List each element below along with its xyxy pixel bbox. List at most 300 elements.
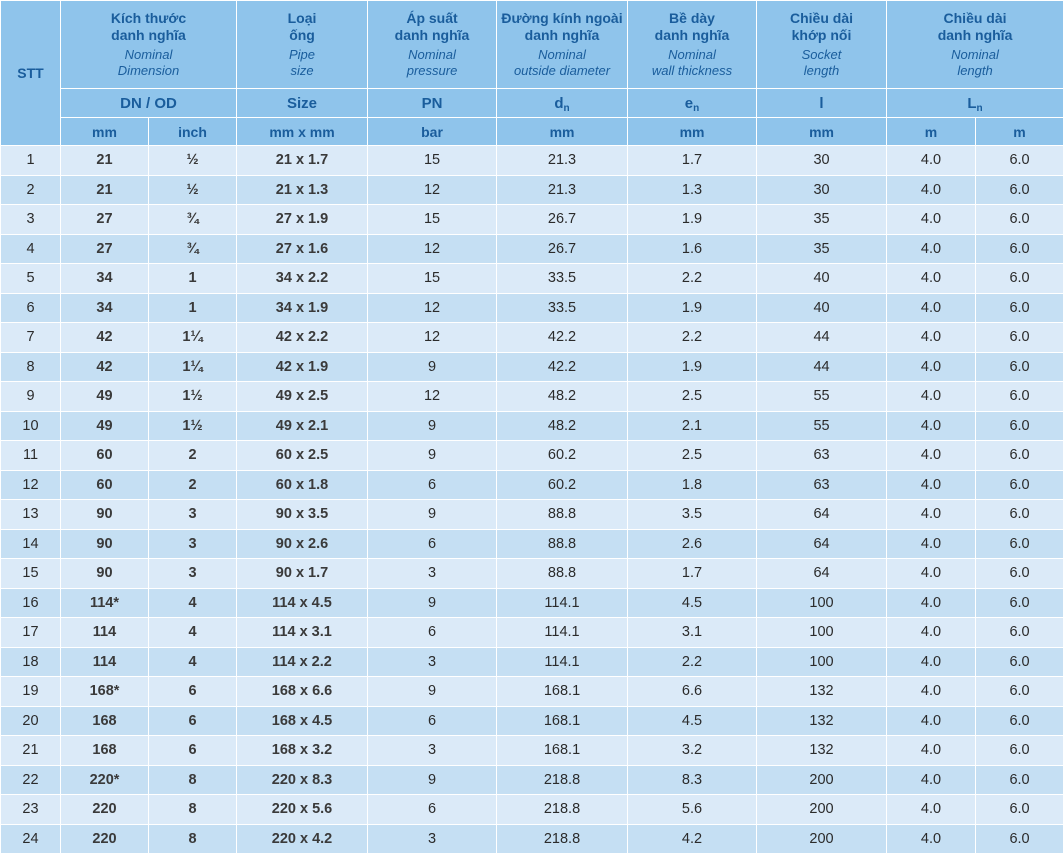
wall-thickness-cell: 4.5: [628, 588, 757, 618]
pn-cell: 12: [368, 323, 497, 353]
inch-cell: 6: [149, 706, 237, 736]
length-4m-cell: 4.0: [887, 529, 976, 559]
stt-header: STT: [1, 1, 61, 146]
dn-od-cell: 21: [61, 146, 149, 176]
socket-length-cell: 40: [757, 264, 887, 294]
header-en-line1: Nominal: [538, 47, 586, 62]
symbol-L-subscript: n: [976, 102, 983, 114]
nominal-length-header: [887, 1, 1063, 89]
stt-cell: 19: [1, 677, 61, 707]
pn-cell: 9: [368, 441, 497, 471]
inch-cell: ½: [149, 175, 237, 205]
length-6m-cell: 6.0: [976, 470, 1063, 500]
dn-od-cell: 90: [61, 529, 149, 559]
stt-cell: 11: [1, 441, 61, 471]
pn-cell: 9: [368, 588, 497, 618]
outside-diameter-header: [497, 1, 628, 89]
table-row: [1, 529, 1063, 559]
outside-diameter-cell: 168.1: [497, 677, 628, 707]
header-en-line1: Nominal: [124, 47, 173, 62]
symbol-en: [628, 89, 757, 118]
unit-cell: mm: [757, 118, 887, 146]
symbol-L: L: [967, 94, 977, 112]
size-cell: 27 x 1.6: [237, 234, 368, 264]
inch-cell: ¾: [149, 234, 237, 264]
length-4m-cell: 4.0: [887, 382, 976, 412]
length-6m-cell: 6.0: [976, 795, 1063, 825]
socket-length-cell: 40: [757, 293, 887, 323]
table-row: [1, 677, 1063, 707]
unit-cell: m: [976, 118, 1063, 146]
stt-cell: 13: [1, 500, 61, 530]
outside-diameter-cell: 26.7: [497, 205, 628, 235]
socket-length-cell: 64: [757, 559, 887, 589]
wall-thickness-cell: 4.2: [628, 824, 757, 854]
socket-length-cell: 132: [757, 736, 887, 766]
length-4m-cell: 4.0: [887, 205, 976, 235]
dn-od-cell: 90: [61, 500, 149, 530]
dn-od-cell: 34: [61, 264, 149, 294]
header-vn-line1: Kích thước: [110, 10, 187, 26]
stt-cell: 9: [1, 382, 61, 412]
outside-diameter-cell: 48.2: [497, 411, 628, 441]
socket-length-cell: 132: [757, 706, 887, 736]
dn-od-cell: 168: [61, 706, 149, 736]
unit-cell: mm: [497, 118, 628, 146]
stt-cell: 4: [1, 234, 61, 264]
stt-cell: 15: [1, 559, 61, 589]
stt-cell: 8: [1, 352, 61, 382]
inch-cell: 1½: [149, 411, 237, 441]
length-4m-cell: 4.0: [887, 677, 976, 707]
dn-od-cell: 49: [61, 411, 149, 441]
outside-diameter-cell: 88.8: [497, 529, 628, 559]
outside-diameter-cell: 42.2: [497, 323, 628, 353]
length-4m-cell: 4.0: [887, 795, 976, 825]
length-6m-cell: 6.0: [976, 588, 1063, 618]
symbol-dn-od: DN / OD: [61, 89, 237, 118]
size-cell: 220 x 8.3: [237, 765, 368, 795]
header-en-line2: length: [957, 63, 993, 78]
length-6m-cell: 6.0: [976, 264, 1063, 294]
table-row: [1, 795, 1063, 825]
header-en-line2: pressure: [406, 63, 458, 78]
socket-length-cell: 63: [757, 441, 887, 471]
stt-cell: 3: [1, 205, 61, 235]
dn-od-cell: 114: [61, 618, 149, 648]
size-cell: 90 x 1.7: [237, 559, 368, 589]
stt-cell: 21: [1, 736, 61, 766]
wall-thickness-cell: 5.6: [628, 795, 757, 825]
length-6m-cell: 6.0: [976, 352, 1063, 382]
outside-diameter-cell: 21.3: [497, 146, 628, 176]
table-header: [1, 1, 1063, 146]
inch-cell: 8: [149, 765, 237, 795]
pn-cell: 12: [368, 293, 497, 323]
length-6m-cell: 6.0: [976, 500, 1063, 530]
socket-length-cell: 200: [757, 765, 887, 795]
inch-cell: 1¼: [149, 323, 237, 353]
wall-thickness-cell: 2.5: [628, 382, 757, 412]
stt-cell: 14: [1, 529, 61, 559]
header-en-line1: Nominal: [951, 47, 999, 62]
dn-od-cell: 90: [61, 559, 149, 589]
length-4m-cell: 4.0: [887, 706, 976, 736]
pn-cell: 3: [368, 824, 497, 854]
stt-cell: 5: [1, 264, 61, 294]
dn-od-cell: 220*: [61, 765, 149, 795]
length-4m-cell: 4.0: [887, 175, 976, 205]
table-row: [1, 411, 1063, 441]
dn-od-cell: 114: [61, 647, 149, 677]
wall-thickness-cell: 1.7: [628, 559, 757, 589]
inch-cell: 8: [149, 824, 237, 854]
dn-od-cell: 49: [61, 382, 149, 412]
length-6m-cell: 6.0: [976, 677, 1063, 707]
header-vn-line2: khớp nối: [791, 27, 852, 43]
length-6m-cell: 6.0: [976, 441, 1063, 471]
header-vn-line1: Áp suất: [406, 10, 458, 26]
header-vn-line2: danh nghĩa: [937, 27, 1013, 43]
unit-cell: mm x mm: [237, 118, 368, 146]
socket-length-cell: 44: [757, 323, 887, 353]
stt-cell: 20: [1, 706, 61, 736]
size-cell: 49 x 2.1: [237, 411, 368, 441]
header-en-line2: wall thickness: [651, 63, 733, 78]
length-4m-cell: 4.0: [887, 500, 976, 530]
stt-cell: 12: [1, 470, 61, 500]
header-row-units: [1, 118, 1063, 146]
length-4m-cell: 4.0: [887, 352, 976, 382]
wall-thickness-cell: 3.1: [628, 618, 757, 648]
socket-length-cell: 200: [757, 795, 887, 825]
length-6m-cell: 6.0: [976, 323, 1063, 353]
wall-thickness-cell: 1.3: [628, 175, 757, 205]
header-row-labels: [1, 1, 1063, 89]
header-vn-line2: danh nghĩa: [111, 27, 186, 43]
pn-cell: 3: [368, 647, 497, 677]
outside-diameter-cell: 33.5: [497, 293, 628, 323]
table-row: [1, 765, 1063, 795]
pn-cell: 9: [368, 765, 497, 795]
pipe-size-header: [237, 1, 368, 89]
unit-cell: mm: [61, 118, 149, 146]
symbol-dn: [497, 89, 628, 118]
stt-cell: 18: [1, 647, 61, 677]
inch-cell: 8: [149, 795, 237, 825]
length-4m-cell: 4.0: [887, 588, 976, 618]
table-row: [1, 293, 1063, 323]
dn-od-cell: 27: [61, 234, 149, 264]
header-vn-line1: Bề dày: [669, 10, 715, 26]
inch-cell: 2: [149, 470, 237, 500]
size-cell: 42 x 1.9: [237, 352, 368, 382]
symbol-ln: [887, 89, 1063, 118]
outside-diameter-cell: 88.8: [497, 559, 628, 589]
length-4m-cell: 4.0: [887, 293, 976, 323]
size-cell: 168 x 4.5: [237, 706, 368, 736]
size-cell: 34 x 2.2: [237, 264, 368, 294]
outside-diameter-cell: 48.2: [497, 382, 628, 412]
pn-cell: 9: [368, 500, 497, 530]
pn-cell: 6: [368, 470, 497, 500]
pn-cell: 3: [368, 736, 497, 766]
header-vn-line2: ống: [289, 27, 315, 43]
socket-length-cell: 35: [757, 234, 887, 264]
inch-cell: 3: [149, 529, 237, 559]
size-cell: 34 x 1.9: [237, 293, 368, 323]
length-4m-cell: 4.0: [887, 470, 976, 500]
stt-cell: 1: [1, 146, 61, 176]
outside-diameter-cell: 114.1: [497, 588, 628, 618]
length-6m-cell: 6.0: [976, 293, 1063, 323]
socket-length-header: [757, 1, 887, 89]
outside-diameter-cell: 218.8: [497, 765, 628, 795]
socket-length-cell: 30: [757, 175, 887, 205]
length-4m-cell: 4.0: [887, 647, 976, 677]
length-6m-cell: 6.0: [976, 175, 1063, 205]
socket-length-cell: 100: [757, 588, 887, 618]
table-row: [1, 500, 1063, 530]
stt-cell: 23: [1, 795, 61, 825]
inch-cell: 1: [149, 293, 237, 323]
inch-cell: 3: [149, 559, 237, 589]
outside-diameter-cell: 168.1: [497, 706, 628, 736]
socket-length-cell: 100: [757, 647, 887, 677]
size-cell: 90 x 3.5: [237, 500, 368, 530]
length-6m-cell: 6.0: [976, 736, 1063, 766]
length-6m-cell: 6.0: [976, 559, 1063, 589]
table-row: [1, 352, 1063, 382]
symbol-size: Size: [237, 89, 368, 118]
length-4m-cell: 4.0: [887, 146, 976, 176]
stt-cell: 16: [1, 588, 61, 618]
stt-cell: 22: [1, 765, 61, 795]
length-6m-cell: 6.0: [976, 824, 1063, 854]
outside-diameter-cell: 21.3: [497, 175, 628, 205]
table-row: [1, 470, 1063, 500]
outside-diameter-cell: 168.1: [497, 736, 628, 766]
dn-od-cell: 114*: [61, 588, 149, 618]
dn-od-cell: 168*: [61, 677, 149, 707]
symbol-d: d: [554, 94, 564, 112]
header-en-line1: Pipe: [289, 47, 316, 62]
wall-thickness-cell: 3.5: [628, 500, 757, 530]
pn-cell: 12: [368, 382, 497, 412]
pn-cell: 15: [368, 146, 497, 176]
size-cell: 42 x 2.2: [237, 323, 368, 353]
header-vn-line1: Chiều dài: [790, 10, 854, 26]
header-en-line2: length: [803, 63, 840, 78]
dn-od-cell: 220: [61, 824, 149, 854]
wall-thickness-cell: 1.7: [628, 146, 757, 176]
outside-diameter-cell: 42.2: [497, 352, 628, 382]
length-6m-cell: 6.0: [976, 382, 1063, 412]
outside-diameter-cell: 60.2: [497, 470, 628, 500]
length-6m-cell: 6.0: [976, 529, 1063, 559]
pn-cell: 3: [368, 559, 497, 589]
socket-length-cell: 63: [757, 470, 887, 500]
dn-od-cell: 34: [61, 293, 149, 323]
stt-cell: 24: [1, 824, 61, 854]
wall-thickness-cell: 1.9: [628, 293, 757, 323]
length-6m-cell: 6.0: [976, 706, 1063, 736]
inch-cell: 4: [149, 618, 237, 648]
inch-cell: 4: [149, 588, 237, 618]
table-row: [1, 706, 1063, 736]
table-row: [1, 323, 1063, 353]
length-6m-cell: 6.0: [976, 146, 1063, 176]
socket-length-cell: 55: [757, 411, 887, 441]
symbol-e: e: [684, 94, 694, 112]
table-body: [1, 146, 1063, 854]
table-row: [1, 559, 1063, 589]
table-row: [1, 736, 1063, 766]
header-en-line2: outside diameter: [513, 63, 611, 78]
size-cell: 168 x 6.6: [237, 677, 368, 707]
size-cell: 60 x 1.8: [237, 470, 368, 500]
inch-cell: 2: [149, 441, 237, 471]
size-cell: 114 x 2.2: [237, 647, 368, 677]
table-row: [1, 647, 1063, 677]
header-vn-line1: Đường kính ngoài: [501, 10, 623, 26]
wall-thickness-cell: 8.3: [628, 765, 757, 795]
table-row: [1, 441, 1063, 471]
size-cell: 60 x 2.5: [237, 441, 368, 471]
length-6m-cell: 6.0: [976, 765, 1063, 795]
header-vn-line2: danh nghĩa: [524, 27, 600, 43]
header-row-symbols: [1, 89, 1063, 118]
inch-cell: 1½: [149, 382, 237, 412]
socket-length-cell: 132: [757, 677, 887, 707]
socket-length-cell: 100: [757, 618, 887, 648]
length-6m-cell: 6.0: [976, 205, 1063, 235]
size-cell: 220 x 5.6: [237, 795, 368, 825]
size-cell: 168 x 3.2: [237, 736, 368, 766]
unit-cell: mm: [628, 118, 757, 146]
size-cell: 114 x 3.1: [237, 618, 368, 648]
size-cell: 49 x 2.5: [237, 382, 368, 412]
table-row: [1, 234, 1063, 264]
unit-cell: bar: [368, 118, 497, 146]
symbol-d-subscript: n: [563, 102, 570, 114]
wall-thickness-cell: 2.6: [628, 529, 757, 559]
length-4m-cell: 4.0: [887, 411, 976, 441]
pn-cell: 12: [368, 234, 497, 264]
wall-thickness-cell: 2.1: [628, 411, 757, 441]
pn-cell: 6: [368, 706, 497, 736]
dn-od-cell: 42: [61, 323, 149, 353]
wall-thickness-cell: 2.2: [628, 323, 757, 353]
length-4m-cell: 4.0: [887, 765, 976, 795]
wall-thickness-cell: 1.6: [628, 234, 757, 264]
wall-thickness-cell: 1.8: [628, 470, 757, 500]
nominal-pressure-header: [368, 1, 497, 89]
pn-cell: 6: [368, 529, 497, 559]
header-en-line1: Nominal: [408, 47, 456, 62]
header-vn-line1: Loại: [287, 10, 317, 26]
length-4m-cell: 4.0: [887, 824, 976, 854]
table-row: [1, 382, 1063, 412]
wall-thickness-cell: 2.2: [628, 647, 757, 677]
pn-cell: 12: [368, 175, 497, 205]
length-6m-cell: 6.0: [976, 647, 1063, 677]
size-cell: 220 x 4.2: [237, 824, 368, 854]
length-4m-cell: 4.0: [887, 264, 976, 294]
inch-cell: 1¼: [149, 352, 237, 382]
dn-od-cell: 60: [61, 470, 149, 500]
outside-diameter-cell: 33.5: [497, 264, 628, 294]
outside-diameter-cell: 26.7: [497, 234, 628, 264]
symbol-pn: PN: [368, 89, 497, 118]
dn-od-cell: 60: [61, 441, 149, 471]
outside-diameter-cell: 114.1: [497, 647, 628, 677]
wall-thickness-cell: 1.9: [628, 205, 757, 235]
size-cell: 27 x 1.9: [237, 205, 368, 235]
outside-diameter-cell: 88.8: [497, 500, 628, 530]
wall-thickness-cell: 2.2: [628, 264, 757, 294]
pn-cell: 9: [368, 352, 497, 382]
stt-cell: 10: [1, 411, 61, 441]
table-row: [1, 146, 1063, 176]
dn-od-cell: 168: [61, 736, 149, 766]
header-vn-line2: danh nghĩa: [654, 27, 730, 43]
inch-cell: 4: [149, 647, 237, 677]
header-en-line1: Socket: [801, 47, 842, 62]
symbol-l: l: [757, 89, 887, 118]
socket-length-cell: 64: [757, 500, 887, 530]
wall-thickness-cell: 4.5: [628, 706, 757, 736]
symbol-e-subscript: n: [693, 102, 700, 114]
inch-cell: 3: [149, 500, 237, 530]
stt-cell: 6: [1, 293, 61, 323]
header-en-line1: Nominal: [668, 47, 716, 62]
pn-cell: 6: [368, 795, 497, 825]
table-row: [1, 588, 1063, 618]
length-4m-cell: 4.0: [887, 323, 976, 353]
stt-cell: 2: [1, 175, 61, 205]
socket-length-cell: 64: [757, 529, 887, 559]
pn-cell: 6: [368, 618, 497, 648]
stt-cell: 17: [1, 618, 61, 648]
outside-diameter-cell: 218.8: [497, 795, 628, 825]
wall-thickness-cell: 2.5: [628, 441, 757, 471]
outside-diameter-cell: 218.8: [497, 824, 628, 854]
size-cell: 21 x 1.3: [237, 175, 368, 205]
dn-od-cell: 21: [61, 175, 149, 205]
length-6m-cell: 6.0: [976, 618, 1063, 648]
inch-cell: ½: [149, 146, 237, 176]
socket-length-cell: 55: [757, 382, 887, 412]
table-row: [1, 205, 1063, 235]
wall-thickness-cell: 1.9: [628, 352, 757, 382]
header-en-line2: Dimension: [117, 63, 180, 78]
inch-cell: 6: [149, 736, 237, 766]
size-cell: 21 x 1.7: [237, 146, 368, 176]
pn-cell: 9: [368, 411, 497, 441]
dn-od-cell: 42: [61, 352, 149, 382]
outside-diameter-cell: 60.2: [497, 441, 628, 471]
length-4m-cell: 4.0: [887, 736, 976, 766]
length-4m-cell: 4.0: [887, 618, 976, 648]
length-6m-cell: 6.0: [976, 411, 1063, 441]
pn-cell: 9: [368, 677, 497, 707]
unit-cell: inch: [149, 118, 237, 146]
length-6m-cell: 6.0: [976, 234, 1063, 264]
socket-length-cell: 44: [757, 352, 887, 382]
socket-length-cell: 35: [757, 205, 887, 235]
table-row: [1, 264, 1063, 294]
